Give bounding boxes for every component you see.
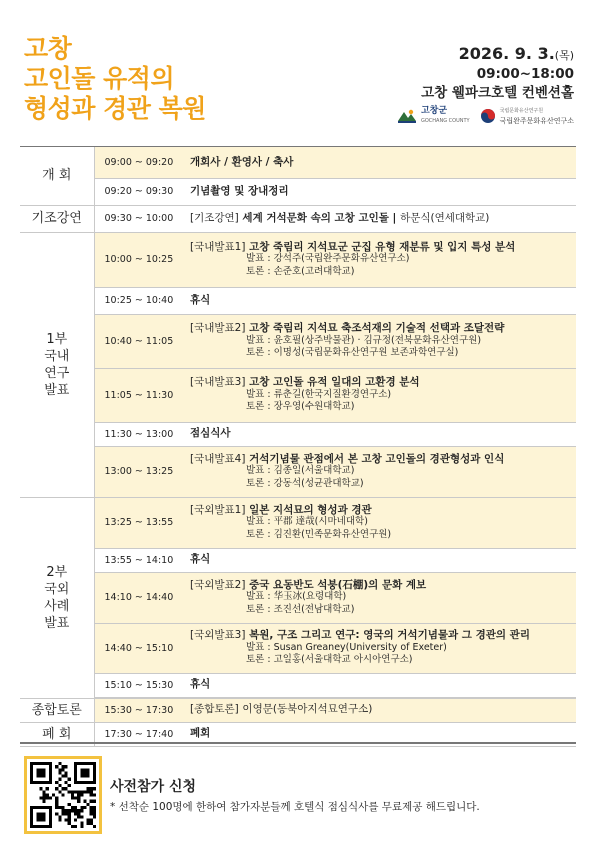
table-row [20, 422, 576, 446]
row-title: 폐회 [190, 727, 211, 740]
poster-title [24, 34, 206, 124]
row-discussant: 토론 : 김진환(민족문화유산연구원) [246, 528, 392, 540]
institute-logo-sub: 국립문화유산연구원 [499, 108, 544, 114]
row-presenter: 발표 : Susan Greaney(University of Exeter) [246, 641, 447, 653]
row-title: 개회사 / 환영사 / 축사 [190, 155, 294, 168]
row-presenter: 발표 : 华玉冰(요령대학) [246, 591, 347, 603]
row-time: 11:30 ~ 13:00 [94, 422, 182, 446]
row-title: 세계 거석문화 속의 고창 고인돌 | [242, 211, 397, 224]
row-tag: [국외발표3] [190, 629, 246, 642]
row-title: 거석기념물 관점에서 본 고창 고인돌의 경관형성과 인식 [249, 452, 505, 465]
gochang-logo-sub: GOCHANG COUNTY [420, 118, 470, 124]
table-row [20, 497, 576, 548]
row-time: 15:10 ~ 15:30 [94, 673, 182, 697]
schedule-table [20, 147, 576, 747]
row-person: 이영문(동북아지석묘연구소) [242, 703, 373, 716]
event-day: (목) [554, 49, 574, 62]
table-row [20, 232, 576, 287]
row-presenter: 발표 : 윤호필(상주박물관) · 김규정(전북문화유산연구원) [246, 334, 482, 346]
row-title: 고창 죽림리 지석묘 축조석재의 기술적 선택과 조달전략 [249, 322, 505, 335]
section-part1: 1부 국내 연구 발표 [20, 232, 94, 497]
table-row [20, 698, 576, 722]
row-tag: [기조강연] [190, 211, 239, 224]
row-presenter: 발표 : 김종일(서울대학교) [246, 465, 355, 477]
row-presenter: 발표 : 平郡 達哉(시마네대학) [246, 516, 368, 528]
table-row [20, 205, 576, 232]
gochang-logo [397, 106, 470, 126]
table-row [20, 178, 576, 205]
row-time: 11:05 ~ 11:30 [94, 368, 182, 422]
row-title: 복원, 구조 그리고 연구: 영국의 거석기념물과 그 경관의 관리 [249, 629, 530, 642]
row-title: 휴식 [190, 553, 211, 566]
row-discussant: 토론 : 고일홍(서울대학교 아시아연구소) [246, 654, 413, 666]
row-title: 기념촬영 및 장내정리 [190, 184, 289, 197]
event-time: 09:00~18:00 [476, 66, 574, 82]
section-closing: 폐 회 [20, 722, 94, 746]
section-keynote: 기조강연 [20, 205, 94, 232]
table-row [20, 623, 576, 673]
table-row [20, 548, 576, 572]
row-tag: [국외발표1] [190, 503, 246, 516]
row-time: 13:00 ~ 13:25 [94, 446, 182, 497]
row-time: 09:30 ~ 10:00 [94, 205, 182, 232]
row-time: 10:25 ~ 10:40 [94, 287, 182, 314]
row-title: 점심식사 [190, 427, 231, 440]
row-discussant: 토론 : 강동석(성균관대학교) [246, 477, 364, 489]
row-tag: [국내발표4] [190, 452, 246, 465]
qr-code[interactable] [24, 756, 102, 834]
table-row [20, 147, 576, 178]
row-time: 09:20 ~ 09:30 [94, 178, 182, 205]
row-title: 휴식 [190, 678, 211, 691]
row-tag: [국내발표1] [190, 240, 246, 253]
row-time: 14:10 ~ 14:40 [94, 572, 182, 623]
row-tag: [국내발표2] [190, 322, 246, 335]
row-discussant: 토론 : 이명성(국립문화유산연구원 보존과학연구실) [246, 347, 459, 359]
row-tag: [종합토론] [190, 703, 239, 716]
row-discussant: 토론 : 장우영(수원대학교) [246, 401, 355, 413]
gochang-emblem-icon [397, 108, 417, 124]
gochang-logo-text: 고창군 [420, 106, 448, 116]
row-discussant: 토론 : 조진선(전남대학교) [246, 603, 355, 615]
qr-code-icon [30, 762, 96, 828]
table-row [20, 572, 576, 623]
institute-logo [480, 106, 574, 126]
logos [397, 106, 574, 126]
taegeuk-icon [480, 108, 496, 124]
row-title: 고창 죽림리 지석묘군 군집 유형 재분류 및 입지 특성 분석 [249, 240, 516, 253]
section-part2: 2부 국외 사례 발표 [20, 497, 94, 698]
registration-note: * 선착순 100명에 한하여 참가자분들께 호텔식 점심식사를 무료제공 해드립니다. [110, 801, 480, 813]
table-row [20, 314, 576, 368]
row-tag: [국내발표3] [190, 376, 246, 389]
registration-title: 사전참가 신청 [110, 779, 197, 795]
table-row [20, 287, 576, 314]
section-opening: 개 회 [20, 147, 94, 205]
row-title: 휴식 [190, 293, 211, 306]
row-time: 10:00 ~ 10:25 [94, 232, 182, 287]
row-time: 17:30 ~ 17:40 [94, 722, 182, 746]
event-date: 2026. 9. 3. [458, 44, 555, 63]
row-time: 15:30 ~ 17:30 [94, 698, 182, 722]
row-time: 09:00 ~ 09:20 [94, 147, 182, 178]
row-title: 중국 요동반도 석붕(石棚)의 문화 계보 [249, 578, 427, 591]
section-discussion: 종합토론 [20, 698, 94, 722]
row-time: 14:40 ~ 15:10 [94, 623, 182, 673]
row-presenter: 발표 : 강석주(국립완주문화유산연구소) [246, 253, 410, 265]
schedule-bottom-rule [20, 742, 576, 744]
title-line-3: 형성과 경관 복원 [24, 94, 206, 123]
table-row [20, 368, 576, 422]
row-discussant: 토론 : 손준호(고려대학교) [246, 265, 355, 277]
table-row [20, 446, 576, 497]
event-venue: 고창 웰파크호텔 컨벤션홀 [421, 85, 574, 101]
row-title: 고창 고인돌 유적 일대의 고환경 분석 [249, 376, 420, 389]
title-line-1: 고창 [24, 34, 72, 63]
institute-logo-text: 국립완주문화유산연구소 [499, 117, 574, 125]
row-title: 일본 지석묘의 형성과 경관 [249, 503, 372, 516]
registration-footer [24, 756, 576, 836]
row-presenter: 발표 : 류춘길(한국지질환경연구소) [246, 388, 392, 400]
row-person: 하문식(연세대학교) [400, 211, 490, 224]
row-tag: [국외발표2] [190, 578, 246, 591]
row-time: 13:25 ~ 13:55 [94, 497, 182, 548]
row-time: 10:40 ~ 11:05 [94, 314, 182, 368]
title-line-2: 고인돌 유적의 [24, 64, 175, 93]
table-row [20, 673, 576, 697]
event-info [421, 44, 574, 103]
row-time: 13:55 ~ 14:10 [94, 548, 182, 572]
